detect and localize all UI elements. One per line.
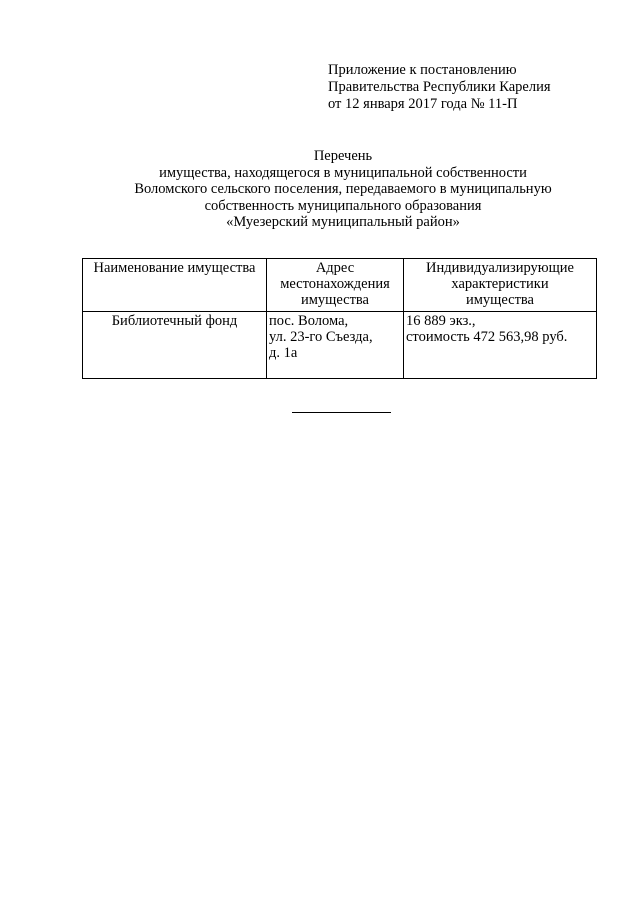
header-characteristics — [404, 259, 597, 312]
appendix-line: Правительства Республики Карелия — [328, 79, 551, 95]
title-heading: Перечень — [313, 148, 373, 164]
title-line: Воломского сельского поселения, передаваемого в муниципальную — [134, 181, 552, 197]
characteristics-line: стоимость 472 563,98 руб. — [406, 329, 568, 345]
title-line: имущества, находящегося в муниципальной собственности — [159, 164, 527, 181]
cell-address — [267, 312, 404, 379]
title-line: собственность муниципального образования — [204, 197, 482, 214]
header-address-line: Адрес — [315, 260, 355, 276]
header-characteristics-line: имущества — [465, 292, 534, 308]
appendix-line: от 12 января 2017 года № 11-П — [328, 96, 518, 112]
cell-property-name: Библиотечный фонд — [83, 312, 267, 379]
appendix-reference — [328, 62, 551, 113]
address-line: д. 1а — [269, 345, 298, 361]
header-address — [267, 259, 404, 312]
address-line: пос. Волома, — [269, 313, 349, 329]
title-line: «Муезерский муниципальный район» — [226, 214, 460, 230]
table-header-row — [83, 259, 597, 312]
characteristics-line: 16 889 экз., — [406, 313, 476, 329]
end-of-document-rule — [292, 412, 391, 413]
header-property-name: Наименование имущества — [83, 259, 267, 312]
address-line: ул. 23-го Съезда, — [269, 329, 373, 345]
appendix-line: Приложение к постановлению — [328, 62, 517, 78]
header-address-line: имущества — [300, 292, 369, 308]
document-title — [60, 148, 626, 231]
cell-characteristics — [404, 312, 597, 379]
property-table — [82, 258, 597, 379]
header-characteristics-line: характеристики — [451, 276, 549, 292]
header-characteristics-line: Индивидуализирующие — [426, 260, 574, 276]
table-row — [83, 312, 597, 379]
header-address-line: местонахождения — [280, 276, 390, 292]
